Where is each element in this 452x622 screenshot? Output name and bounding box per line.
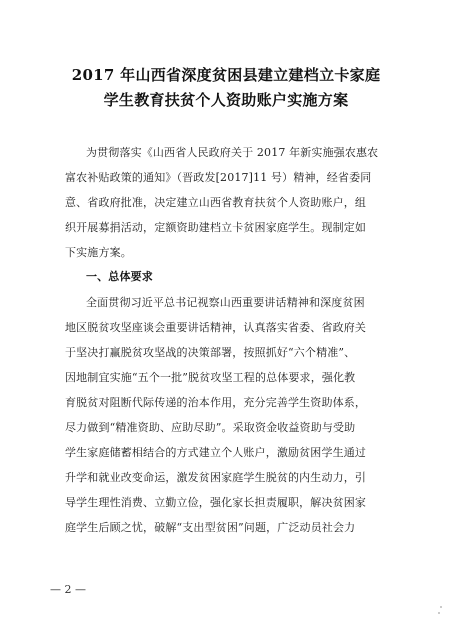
intro-line: 下实施方案。	[65, 246, 132, 259]
section-line: 尽力做到“精准资助、应助尽助”。采取资金收益资助与受助	[65, 421, 356, 434]
scan-speck	[438, 612, 440, 614]
section-line: 于坚决打赢脱贫攻坚战的决策部署，按照抓好“六个精准”、	[65, 346, 356, 359]
section-line: 导学生理性消费、立勤立俭，强化家长担责履职，解决贫困家	[65, 496, 367, 509]
intro-line: 意、省政府批准，决定建立山西省教育扶贫个人资助账户，组	[65, 196, 367, 209]
document-title-line-2: 学生教育扶贫个人资助账户实施方案	[103, 91, 349, 109]
section-line: 因地制宜实施“五个一批”脱贫攻坚工程的总体要求，强化教	[65, 371, 356, 384]
document-title-line-1: 2017 年山西省深度贫困县建立建档立卡家庭	[71, 66, 381, 84]
section-line: 地区脱贫攻坚座谈会重要讲话精神，认真落实省委、省政府关	[65, 321, 367, 334]
intro-line: 富农补贴政策的通知》（晋政发[2017]11 号）精神，经省委同	[65, 171, 372, 184]
section-line: 育脱贫对阻断代际传递的治本作用，充分完善学生资助体系，	[65, 396, 367, 409]
scan-speck	[440, 606, 442, 608]
intro-line: 为贯彻落实《山西省人民政府关于 2017 年新实施强农惠农	[86, 146, 379, 159]
page-number: — 2 —	[50, 583, 86, 596]
section-line: 全面贯彻习近平总书记视察山西重要讲话精神和深度贫困	[86, 296, 365, 309]
section-heading: 一、总体要求	[86, 270, 153, 283]
intro-line: 织开展募捐活动，定额资助建档立卡贫困家庭学生。现制定如	[65, 221, 367, 234]
section-line: 升学和就业改变命运，激发贫困家庭学生脱贫的内生动力，引	[65, 471, 367, 484]
section-line: 庭学生后顾之忧，破解“支出型贫困”问题，广泛动员社会力	[65, 521, 356, 534]
section-line: 学生家庭储蓄相结合的方式建立个人账户，激励贫困学生通过	[65, 446, 367, 459]
